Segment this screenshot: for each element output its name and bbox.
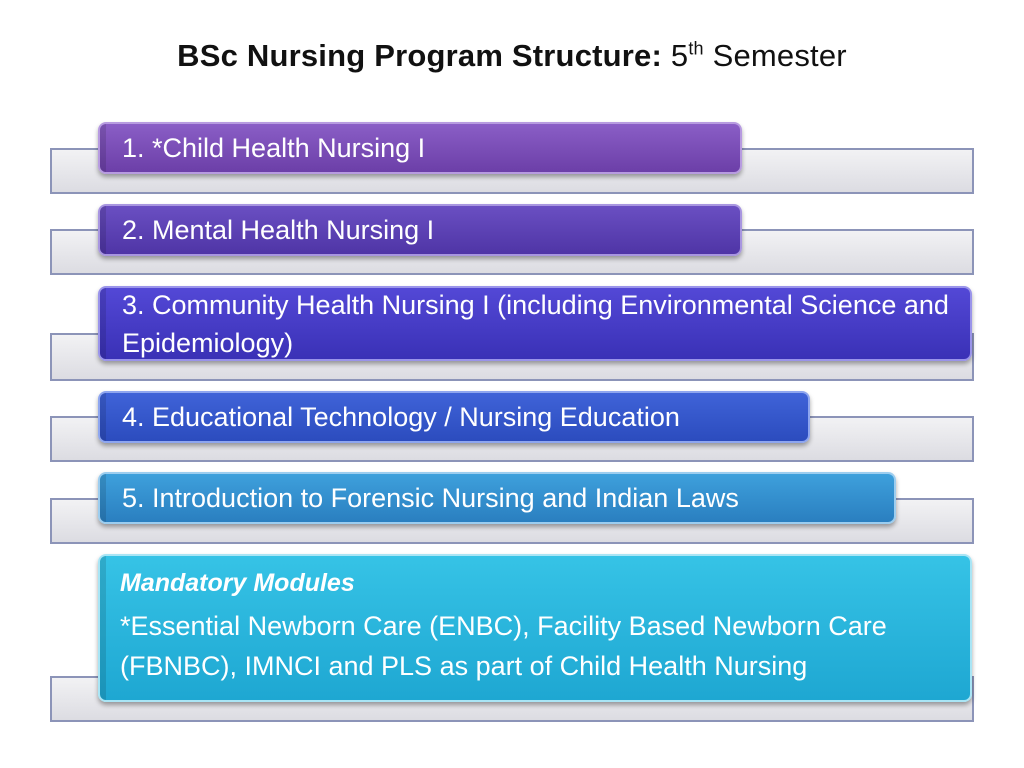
course-label-2: 2. Mental Health Nursing I bbox=[122, 215, 435, 245]
mandatory-heading: Mandatory Modules bbox=[120, 569, 355, 597]
course-item-3 bbox=[98, 286, 972, 361]
course-label-1: 1. *Child Health Nursing I bbox=[122, 133, 426, 163]
slide-title bbox=[0, 38, 1024, 74]
course-label-4: 4. Educational Technology / Nursing Education bbox=[122, 402, 680, 432]
mandatory-modules-box bbox=[98, 554, 972, 702]
title-semester-number: 5 bbox=[670, 38, 689, 73]
course-item-4 bbox=[98, 391, 810, 443]
course-label-3: 3. Community Health Nursing I (including Environmental Science and Epidemiology) bbox=[122, 289, 949, 358]
title-main: BSc Nursing Program Structure: bbox=[177, 38, 663, 73]
title-semester-word: Semester bbox=[712, 38, 847, 73]
course-label-5: 5. Introduction to Forensic Nursing and Indian Laws bbox=[122, 483, 739, 513]
course-item-1 bbox=[98, 122, 742, 174]
course-item-5 bbox=[98, 472, 896, 524]
course-item-2 bbox=[98, 204, 742, 256]
title-superscript: th bbox=[688, 38, 704, 59]
mandatory-text: *Essential Newborn Care (ENBC), Facility Based Newborn Care (FBNBC), IMNCI and PLS as part of Child Health Nursing bbox=[120, 611, 887, 681]
